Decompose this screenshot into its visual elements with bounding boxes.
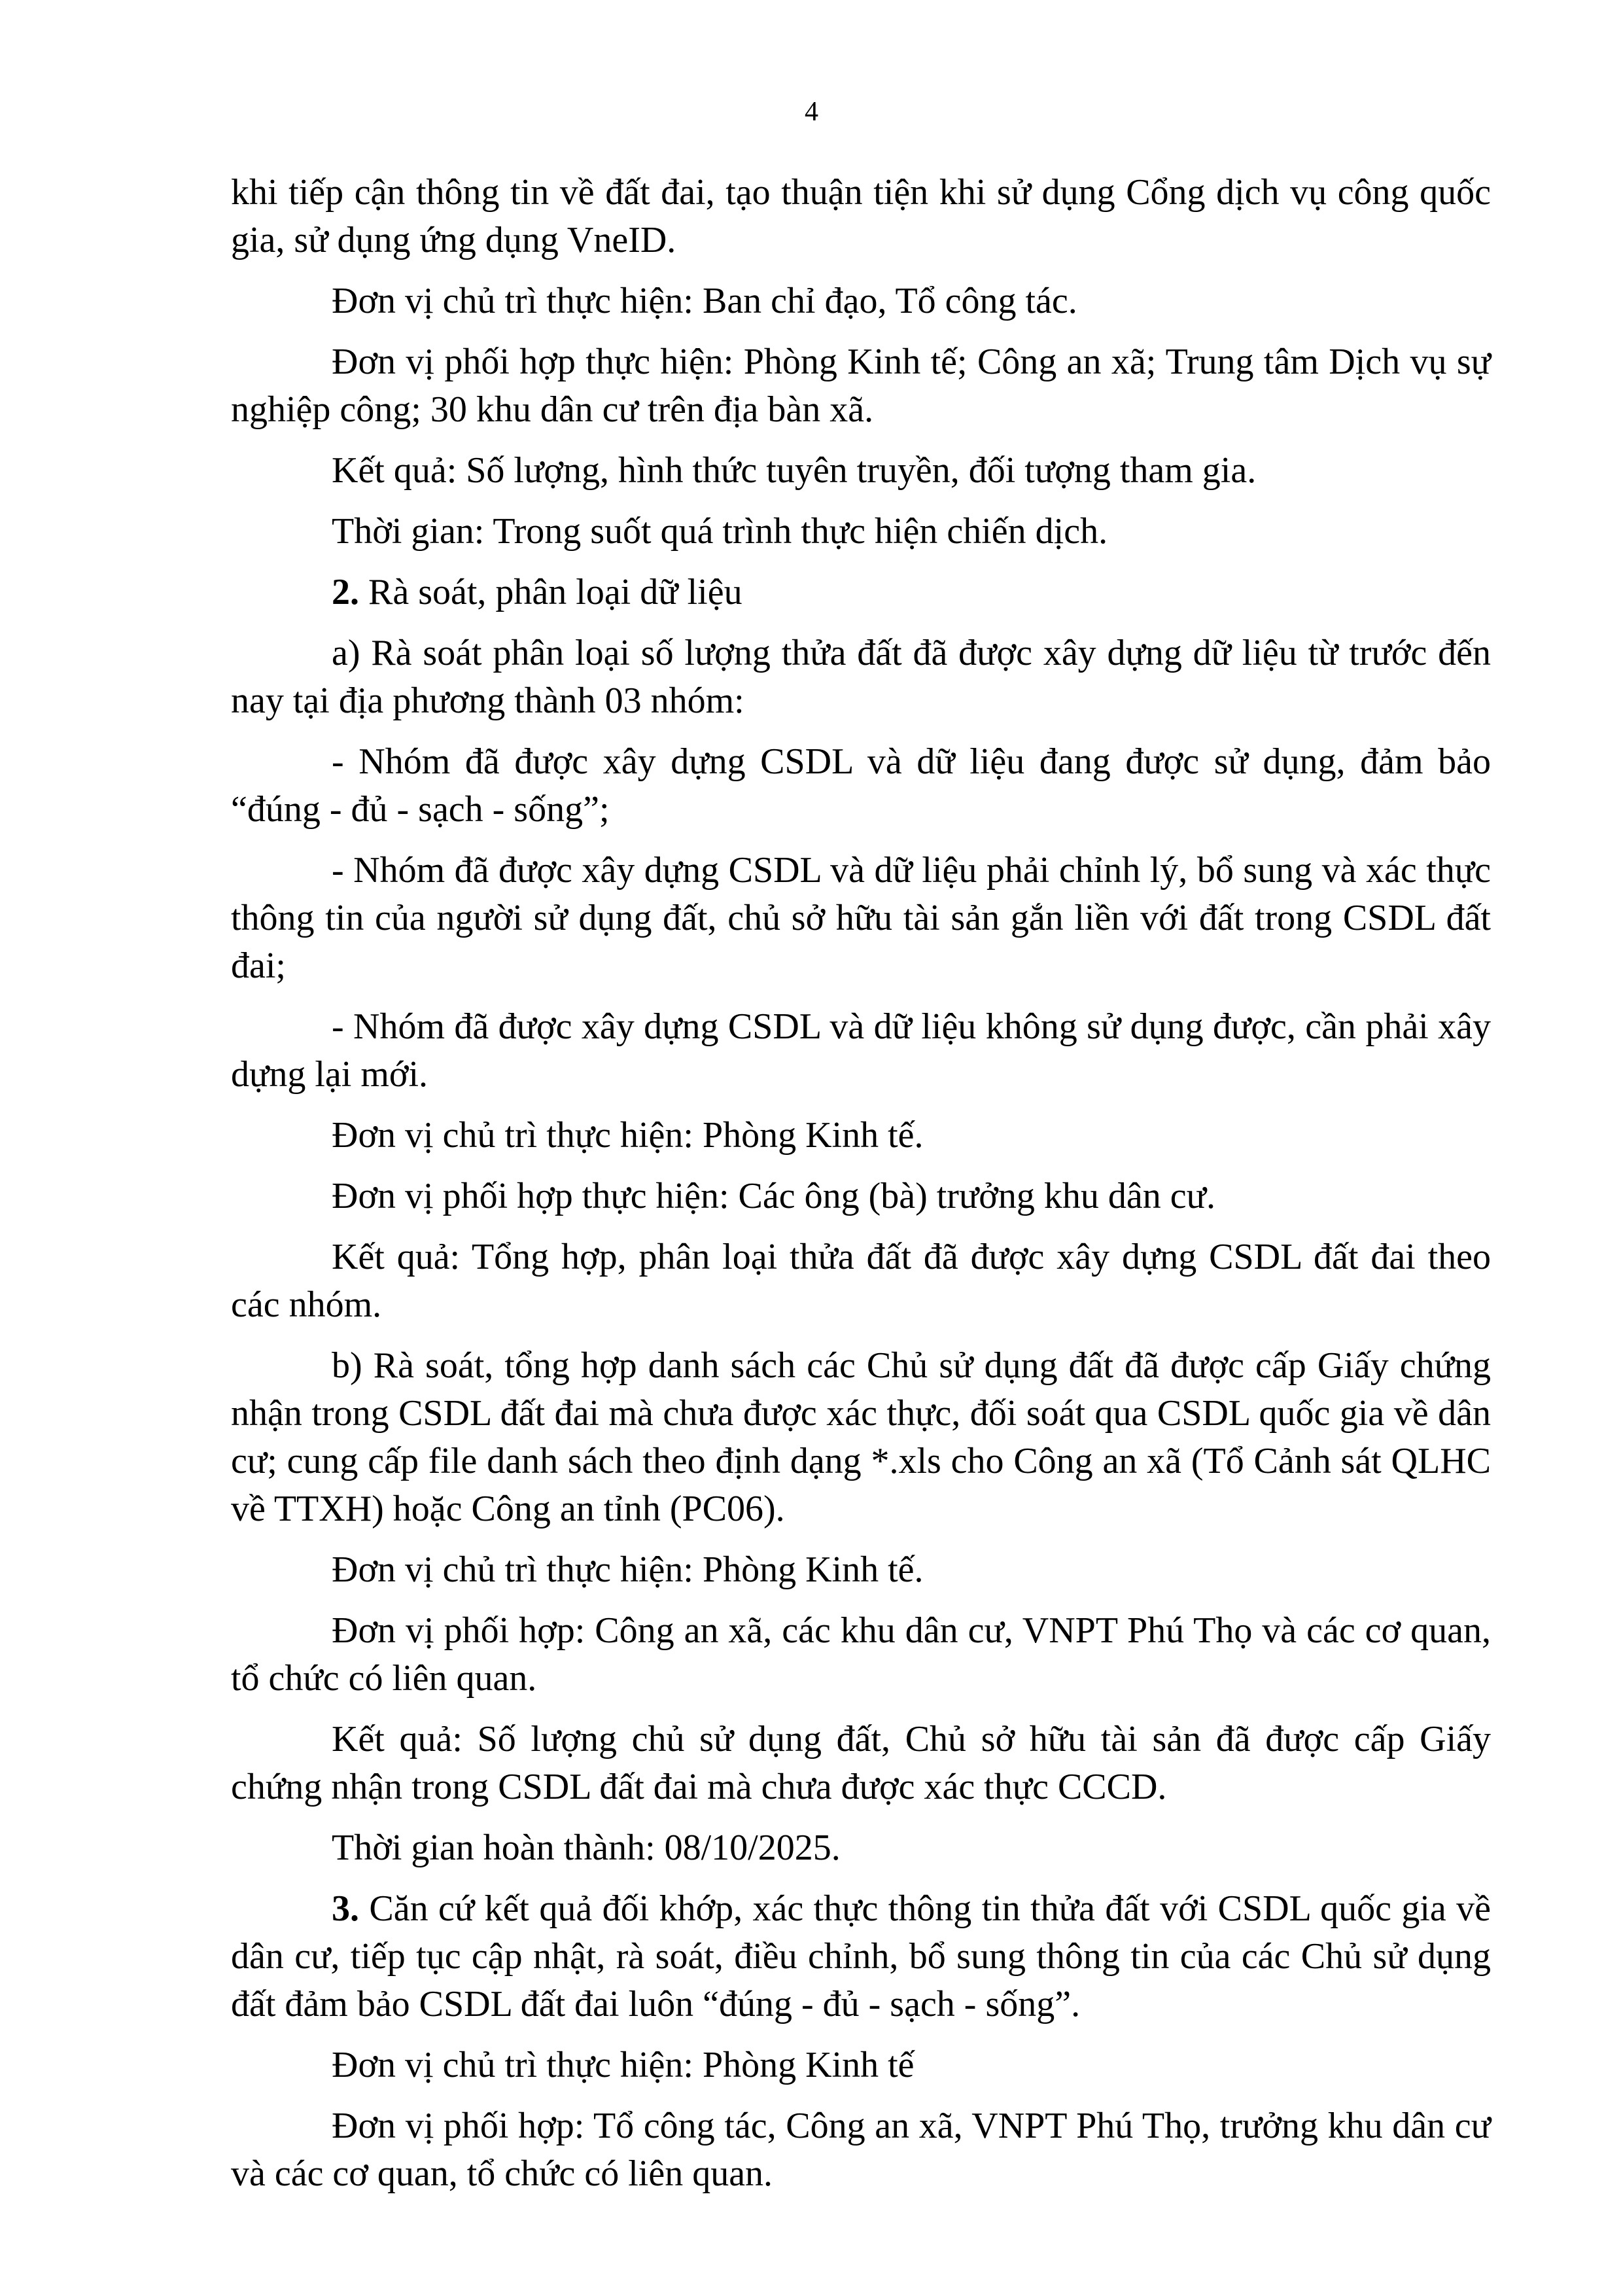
paragraph-text: - Nhóm đã được xây dựng CSDL và dữ liệu phải chỉnh lý, bổ sung và xác thực thông tin của người sử dụng đất, chủ sở hữu tài sản gắn liền với đất trong CSDL đất đai; [231,850,1491,986]
paragraph-text: a) Rà soát phân loại số lượng thửa đất đã được xây dựng dữ liệu từ trước đến nay tại địa phương thành 03 nhóm: [231,633,1491,721]
paragraph-coordinating-units [231,1173,1491,1220]
paragraph-lead-unit [231,277,1491,325]
paragraph-continuation [231,169,1491,264]
paragraph-result [231,1233,1491,1329]
paragraph-text: Đơn vị chủ trì thực hiện: Phòng Kinh tế. [332,1549,924,1590]
page-number: 4 [805,97,818,127]
paragraph-text: b) Rà soát, tổng hợp danh sách các Chủ sử dụng đất đã được cấp Giấy chứng nhận trong CSDL đất đai mà chưa được xác thực, đối soát qua CSDL quốc gia về dân cư; cung cấp file danh sách theo định dạng *.xls cho Công an xã (Tổ Cảnh sát QLHC về TTXH) hoặc Công an tỉnh (PC06). [231,1345,1491,1529]
list-item-group-1 [231,738,1491,834]
paragraph-lead-unit [231,2041,1491,2089]
section-text: Căn cứ kết quả đối khớp, xác thực thông tin thửa đất với CSDL quốc gia về dân cư, tiếp tục cập nhật, rà soát, điều chỉnh, bổ sung thông tin của các Chủ sử dụng đất đảm bảo CSDL đất đai luôn “đúng - đủ - sạch - sống”. [231,1888,1492,2024]
section-number: 3. [332,1888,359,1929]
paragraph-deadline [231,1824,1491,1872]
paragraph-coordinating-units [231,2102,1491,2198]
paragraph-text: khi tiếp cận thông tin về đất đai, tạo thuận tiện khi sử dụng Cổng dịch vụ công quốc gia, sử dụng ứng dụng VneID. [231,172,1491,260]
paragraph-result [231,1716,1491,1811]
list-item-group-2 [231,847,1491,990]
paragraph-text: Đơn vị phối hợp thực hiện: Phòng Kinh tế; Công an xã; Trung tâm Dịch vụ sự nghiệp công; 30 khu dân cư trên địa bàn xã. [231,342,1491,430]
paragraph-text: Kết quả: Tổng hợp, phân loại thửa đất đã được xây dựng CSDL đất đai theo các nhóm. [231,1237,1491,1325]
paragraph-coordinating-units [231,338,1491,434]
paragraph-result [231,447,1491,495]
paragraph-lead-unit [231,1546,1491,1594]
section-title: Rà soát, phân loại dữ liệu [368,572,742,612]
section-heading-3 [231,1885,1491,2028]
paragraph-text: Kết quả: Số lượng, hình thức tuyên truyền, đối tượng tham gia. [332,450,1257,491]
paragraph-text: Đơn vị phối hợp: Tổ công tác, Công an xã, VNPT Phú Thọ, trưởng khu dân cư và các cơ quan, tổ chức có liên quan. [231,2106,1491,2194]
paragraph-lead-unit [231,1112,1491,1159]
paragraph-text: Thời gian hoàn thành: 08/10/2025. [332,1828,841,1868]
paragraph-text: - Nhóm đã được xây dựng CSDL và dữ liệu không sử dụng được, cần phải xây dựng lại mới. [231,1006,1491,1095]
paragraph-item-b [231,1342,1491,1533]
paragraph-text: Đơn vị chủ trì thực hiện: Phòng Kinh tế [332,2045,915,2085]
section-number: 2. [332,572,359,612]
paragraph-item-a [231,629,1491,725]
list-item-group-3 [231,1003,1491,1099]
paragraph-text: Đơn vị chủ trì thực hiện: Ban chỉ đạo, Tổ công tác. [332,281,1077,321]
paragraph-time [231,508,1491,556]
document-body [231,169,1491,2211]
paragraph-text: Đơn vị phối hợp thực hiện: Các ông (bà) trưởng khu dân cư. [332,1176,1215,1216]
paragraph-text: Đơn vị phối hợp: Công an xã, các khu dân cư, VNPT Phú Thọ và các cơ quan, tổ chức có liên quan. [231,1610,1491,1699]
paragraph-coordinating-units [231,1607,1491,1703]
paragraph-text: Đơn vị chủ trì thực hiện: Phòng Kinh tế. [332,1115,924,1156]
section-heading-2 [231,569,1491,616]
paragraph-text: - Nhóm đã được xây dựng CSDL và dữ liệu đang được sử dụng, đảm bảo “đúng - đủ - sạch - sống”; [231,741,1491,830]
paragraph-text: Kết quả: Số lượng chủ sử dụng đất, Chủ sở hữu tài sản đã được cấp Giấy chứng nhận trong CSDL đất đai mà chưa được xác thực CCCD. [231,1719,1491,1807]
paragraph-text: Thời gian: Trong suốt quá trình thực hiện chiến dịch. [332,511,1108,552]
